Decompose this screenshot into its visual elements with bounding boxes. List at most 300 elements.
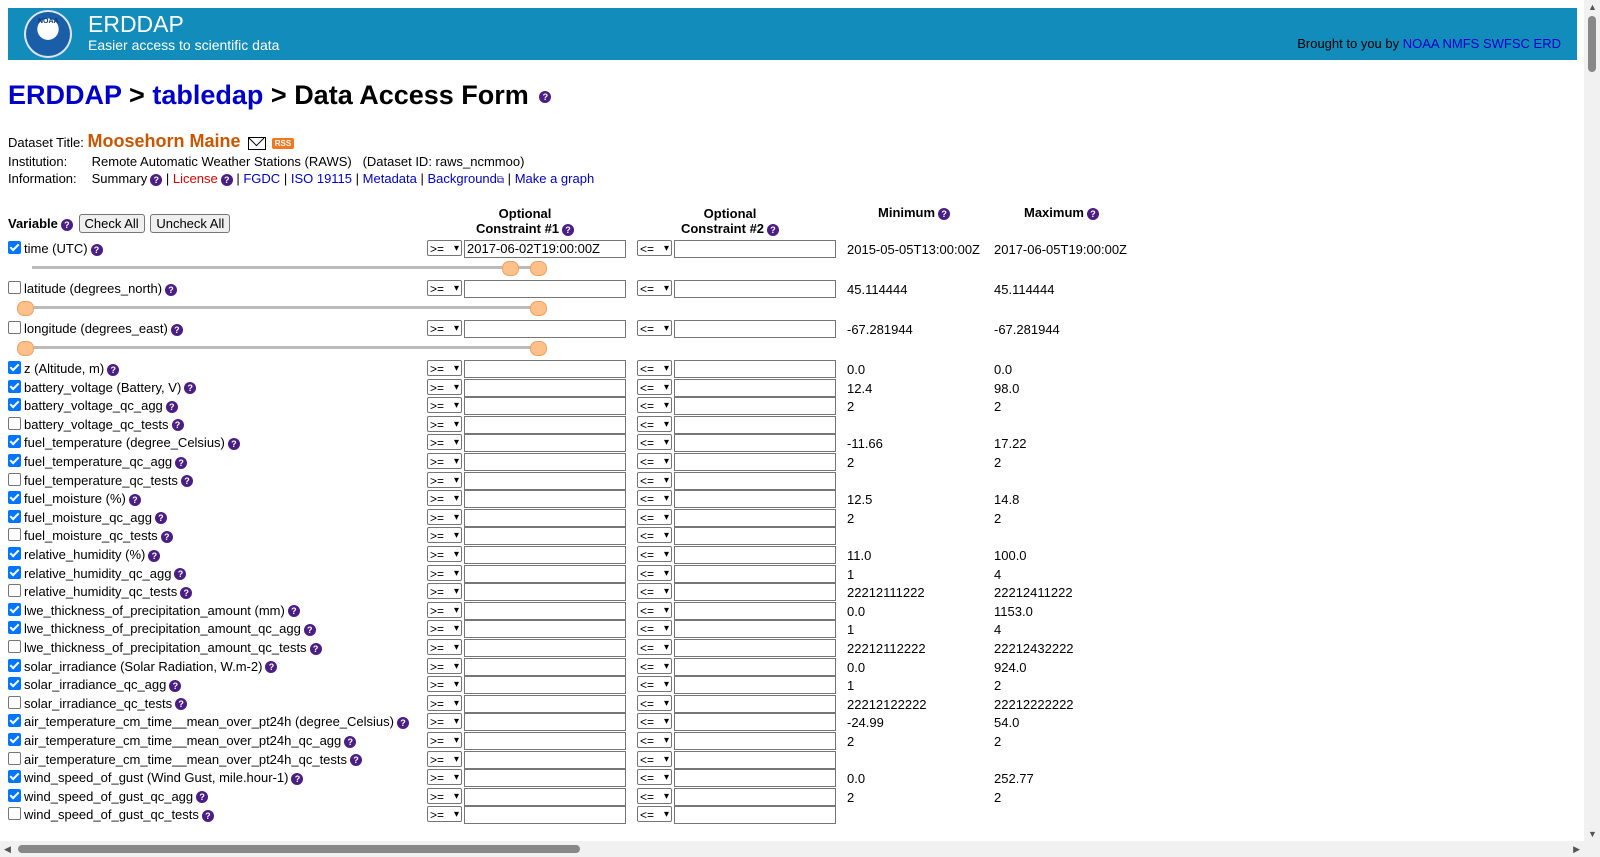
constraint1-input[interactable] [464,453,626,471]
help-icon[interactable]: ? [288,605,300,617]
help-icon[interactable]: ? [397,717,409,729]
help-icon[interactable]: ? [221,174,233,186]
help-icon[interactable]: ? [107,364,119,376]
variable-maximum: -67.281944 [994,322,1060,337]
variable-minimum: 2 [847,510,855,526]
variable-maximum: 17.22 [994,436,1027,452]
constraint1-label: Constraint #1 [475,221,560,236]
constraint1-input[interactable] [464,397,626,415]
help-icon[interactable]: ? [344,736,356,748]
constraint2-input[interactable] [674,280,836,298]
help-icon[interactable]: ? [202,810,214,822]
variable-name [24,321,183,336]
scroll-left-arrow-icon[interactable]: ◀ [4,844,11,854]
institution-label: Institution: [8,154,68,169]
minimum-label: Minimum [878,205,936,220]
help-icon[interactable]: ? [767,224,779,236]
constraint2-operator-select[interactable]: <= ▾ [637,240,672,256]
constraint1-input[interactable] [464,280,626,298]
constraint2-operator-select[interactable]: <= ▾ [637,546,672,562]
constraint1-input[interactable] [464,639,626,657]
link-noaa[interactable]: NOAA [1402,36,1439,51]
constraint2-input[interactable] [674,713,836,731]
help-icon[interactable]: ? [350,754,362,766]
variable-maximum: 2017-06-05T19:00:00Z [994,242,1127,257]
help-icon[interactable]: ? [1087,208,1099,220]
pipe: | [420,171,424,186]
constraint2-input[interactable] [674,732,836,750]
variable-name [24,417,184,432]
variable-checkbox[interactable] [8,473,21,486]
constraint1-operator-select[interactable]: >= ▾ [427,509,462,525]
pipe: | [355,171,360,186]
variable-name [24,807,214,822]
variable-name [24,281,177,296]
variable-minimum: 22212122222 [847,696,927,712]
variable-name [24,752,362,767]
variable-row [0,472,1600,491]
constraint1-operator-select[interactable]: >= ▾ [427,472,462,488]
constraint2-input[interactable] [674,806,836,824]
variable-checkbox[interactable] [8,417,21,430]
constraint1-input[interactable] [464,434,626,452]
constraint1-operator-select[interactable]: >= ▾ [427,769,462,785]
constraint2-input[interactable] [674,320,836,338]
constraint1-input[interactable] [464,788,626,806]
constraint1-operator-select[interactable]: >= ▾ [427,434,462,450]
slider-high-handle[interactable] [530,341,547,356]
variable-maximum: 924.0 [994,659,1027,675]
constraint1-input[interactable] [464,676,626,694]
constraint1-input[interactable] [464,416,626,434]
constraint1-input[interactable] [464,713,626,731]
variable-minimum: 0.0 [847,362,866,377]
variable-name [24,621,316,636]
variable-row [0,713,1600,732]
constraint1-input[interactable] [464,472,626,490]
info-metadata-link[interactable]: Metadata [362,171,417,186]
variable-maximum: 2 [994,399,1002,415]
variable-checkbox[interactable] [8,566,21,579]
help-icon[interactable]: ? [174,568,186,580]
info-license-link[interactable]: License [172,171,218,186]
variable-row [0,434,1600,453]
help-icon[interactable]: ? [265,661,277,673]
variable-minimum: 12.4 [847,380,873,396]
link-nmfs[interactable]: NMFS [1442,36,1480,51]
variable-name-text: relative_humidity_qc_agg [24,565,172,581]
variable-row [0,695,1600,714]
constraint2-input[interactable] [674,509,836,527]
variable-minimum: 11.0 [847,548,872,563]
help-icon[interactable]: ? [150,174,162,186]
variable-name [24,696,187,711]
variable-checkbox[interactable] [8,454,21,467]
slider-track [32,266,537,269]
help-icon[interactable]: ? [129,494,141,506]
constraint2-input[interactable] [674,583,836,601]
slider-high-handle[interactable] [530,261,547,276]
variable-checkbox[interactable] [8,241,21,254]
variable-maximum: 22212411222 [994,585,1073,601]
variable-checkbox[interactable] [8,510,21,523]
variable-maximum: 2 [994,510,1002,526]
variable-checkbox[interactable] [8,398,21,411]
variable-name [24,770,303,785]
variable-checkbox[interactable] [8,752,21,765]
constraint2-operator-select[interactable]: <= ▾ [637,490,672,506]
help-icon[interactable]: ? [175,698,187,710]
help-icon[interactable]: ? [304,624,316,636]
constraint2-input[interactable] [674,658,836,676]
brought-prefix: Brought to you by [1297,36,1400,51]
variable-checkbox[interactable] [8,733,21,746]
pipe: | [236,171,240,186]
constraint1-input[interactable] [464,658,626,676]
scroll-right-arrow-icon[interactable]: ▶ [1573,844,1580,854]
variable-checkbox[interactable] [8,714,21,727]
help-icon[interactable]: ? [161,531,173,543]
breadcrumb-erddap[interactable]: ERDDAP [8,80,122,110]
help-icon[interactable]: ? [61,219,73,231]
help-icon[interactable]: ? [91,244,103,256]
constraint2-operator-select[interactable]: <= ▾ [637,453,672,469]
variable-minimum: -24.99 [847,715,884,731]
constraint1-operator-select[interactable]: >= ▾ [427,527,462,543]
variable-checkbox[interactable] [8,281,21,294]
variable-minimum: 2 [847,789,855,805]
info-iso-link[interactable]: ISO 19115 [290,171,353,186]
constraint2-input[interactable] [674,620,836,638]
constraint2-input[interactable] [674,546,836,564]
constraint2-operator-select[interactable]: <= ▾ [637,676,672,692]
information-label: Information: [8,171,77,186]
constraint1-operator-select[interactable]: >= ▾ [427,453,462,469]
constraint1-operator-select[interactable]: >= ▾ [427,639,462,655]
vertical-scrollbar[interactable] [1584,0,1600,857]
optional2-label: Optional [703,206,757,221]
variable-row [0,639,1600,658]
constraint1-operator-select[interactable]: >= ▾ [427,806,462,822]
variable-minimum: -11.66 [847,436,883,452]
slider-track [32,346,537,349]
variable-minimum: 0.0 [847,603,866,619]
slider-low-handle[interactable] [17,301,34,316]
constraint2-input[interactable] [674,602,836,620]
constraint2-operator-select[interactable]: <= ▾ [637,379,672,395]
variable-row [0,379,1600,398]
constraint1-operator-select[interactable]: >= ▾ [427,416,462,432]
constraint1-operator-select[interactable]: >= ▾ [427,583,462,599]
constraint2-input[interactable] [674,453,836,471]
institution-value: Remote Automatic Weather Stations (RAWS) [91,154,352,169]
constraint2-input[interactable] [674,240,836,258]
variable-checkbox[interactable] [8,491,21,504]
variable-maximum: 4 [994,566,1002,582]
variable-name-text: wind_speed_of_gust (Wind Gust, mile.hour-1) [24,770,289,786]
constraint2-operator-select[interactable]: <= ▾ [637,620,672,636]
variable-name-text: fuel_moisture (%) [24,491,126,507]
constraint1-operator-select[interactable]: >= ▾ [427,397,462,413]
variable-maximum: 2 [994,455,1002,470]
help-icon[interactable]: ? [196,791,208,803]
constraint2-operator-select[interactable]: <= ▾ [637,416,672,432]
variable-row [0,565,1600,584]
constraint1-operator-select[interactable]: >= ▾ [427,658,462,674]
constraint1-operator-select[interactable]: >= ▾ [427,546,462,562]
variable-name-text: wind_speed_of_gust_qc_tests [24,807,199,823]
variable-checkbox[interactable] [8,435,21,448]
uncheck-all-button[interactable]: Uncheck All [150,214,230,233]
constraint1-operator-select[interactable]: >= ▾ [427,280,462,296]
constraint1-operator-select[interactable]: >= ▾ [427,490,462,506]
variable-checkbox[interactable] [8,528,21,541]
constraint2-operator-select[interactable]: <= ▾ [637,695,672,711]
constraint1-operator-select[interactable]: >= ▾ [427,676,462,692]
constraint1-operator-select[interactable]: >= ▾ [427,620,462,636]
constraint1-input[interactable] [464,360,626,378]
constraint2-input[interactable] [674,379,836,397]
vertical-scroll-thumb[interactable] [1588,16,1596,72]
constraint2-operator-select[interactable]: <= ▾ [637,751,672,767]
help-icon[interactable]: ? [172,419,184,431]
constraint2-input[interactable] [674,434,836,452]
variable-maximum: 22212222222 [994,696,1074,712]
link-swfsc[interactable]: SWFSC [1482,36,1530,51]
constraint2-input[interactable] [674,639,836,657]
variable-checkbox[interactable] [8,380,21,393]
variable-checkbox[interactable] [8,770,21,783]
help-icon[interactable]: ? [166,401,178,413]
variable-checkbox[interactable] [8,603,21,616]
variable-minimum: 1 [847,566,855,582]
constraint2-operator-select[interactable]: <= ▾ [637,434,672,450]
constraint1-operator-select[interactable]: >= ▾ [427,751,462,767]
variable-maximum: 54.0 [994,715,1020,731]
constraint2-operator-select[interactable]: <= ▾ [637,788,672,804]
constraint2-operator-select[interactable]: <= ▾ [637,732,672,748]
variable-name [24,398,178,413]
constraint2-operator-select[interactable]: <= ▾ [637,806,672,822]
constraint1-input[interactable] [464,490,626,508]
constraint1-input[interactable] [464,527,626,545]
constraint1-input[interactable] [464,602,626,620]
variable-name [24,491,141,506]
maximum-label: Maximum [1024,205,1084,220]
constraint2-operator-select[interactable]: <= ▾ [637,527,672,543]
variable-name [24,547,160,562]
constraint2-input[interactable] [674,416,836,434]
variable-name [24,510,167,525]
constraint2-input[interactable] [674,472,836,490]
constraint1-input[interactable] [464,509,626,527]
variable-row [0,360,1600,379]
help-icon[interactable]: ? [169,680,181,692]
constraint2-operator-select[interactable]: <= ▾ [637,583,672,599]
variable-checkbox[interactable] [8,640,21,653]
constraint1-input[interactable] [464,695,626,713]
variable-name-text: battery_voltage_qc_agg [24,398,163,414]
constraint2-operator-select[interactable]: <= ▾ [637,280,672,296]
help-icon[interactable]: ? [539,91,551,103]
constraint1-operator-select[interactable]: >= ▾ [427,360,462,376]
constraint1-input[interactable] [464,320,626,338]
variable-checkbox[interactable] [8,677,21,690]
variable-minimum: 22212111222 [847,585,925,601]
variable-row [0,732,1600,751]
check-all-button[interactable]: Check All [79,214,145,233]
variable-name-text: battery_voltage (Battery, V) [24,379,182,395]
external-link-icon: ⧉ [496,175,505,186]
variable-checkbox[interactable] [8,696,21,709]
help-icon[interactable]: ? [562,224,574,236]
range-slider[interactable] [0,298,1600,317]
variable-name-text: fuel_moisture_qc_agg [24,509,152,525]
constraint2-input[interactable] [674,565,836,583]
variable-row [0,416,1600,435]
variable-maximum: 252.77 [994,771,1034,787]
variable-name [24,528,173,543]
variable-minimum: 0.0 [847,659,866,675]
variable-minimum: 1 [847,678,855,694]
help-icon[interactable]: ? [181,475,193,487]
variable-row [0,240,1600,259]
link-erd[interactable]: ERD [1533,36,1561,51]
help-icon[interactable]: ? [155,512,167,524]
constraint2-operator-select[interactable]: <= ▾ [637,658,672,674]
slider-high-handle[interactable] [530,301,547,316]
variable-name [24,241,103,256]
constraint2-input[interactable] [674,527,836,545]
variable-minimum: 2 [847,455,855,470]
variable-checkbox[interactable] [8,547,21,560]
variable-checkbox[interactable] [8,621,21,634]
help-icon[interactable]: ? [175,457,187,469]
make-graph-link[interactable]: Make a graph [514,171,595,186]
constraint1-operator-select[interactable]: >= ▾ [427,565,462,581]
variable-name-text: battery_voltage_qc_tests [24,416,169,432]
constraint2-input[interactable] [674,751,836,769]
constraint2-operator-select[interactable]: <= ▾ [637,639,672,655]
constraint1-input[interactable] [464,583,626,601]
variable-name-text: fuel_temperature_qc_agg [24,454,173,469]
constraint1-operator-select[interactable]: >= ▾ [427,602,462,618]
constraint1-operator-select[interactable]: >= ▾ [427,732,462,748]
breadcrumb-tabledap[interactable]: tabledap [152,80,264,110]
variable-checkbox[interactable] [8,361,21,374]
constraint1-operator-select[interactable]: >= ▾ [427,695,462,711]
variable-maximum: 2 [994,678,1002,694]
variable-name [24,640,322,655]
constraint2-input[interactable] [674,769,836,787]
variable-checkbox[interactable] [8,584,21,597]
slider-low-handle[interactable] [17,341,34,356]
variable-name-text: relative_humidity_qc_tests [24,584,178,600]
variable-minimum: 0.0 [847,771,866,787]
constraint2-operator-select[interactable]: <= ▾ [637,769,672,785]
constraint1-input[interactable] [464,732,626,750]
constraint1-input[interactable] [464,751,626,769]
constraint2-operator-select[interactable]: <= ▾ [637,713,672,729]
help-icon[interactable]: ? [165,284,177,296]
constraint2-operator-select[interactable]: <= ▾ [637,320,672,336]
variable-row [0,676,1600,695]
constraint1-input[interactable] [464,620,626,638]
scroll-up-arrow-icon[interactable]: ▲ [1588,2,1597,12]
variable-name [24,659,277,674]
constraint1-operator-select[interactable]: >= ▾ [427,713,462,729]
variable-maximum: 2 [994,789,1002,805]
help-icon[interactable]: ? [171,324,183,336]
help-icon[interactable]: ? [291,773,303,785]
variable-name-text: air_temperature_cm_time__mean_over_pt24h_qc_agg [24,733,342,748]
variable-row [0,620,1600,639]
constraint2-input[interactable] [674,490,836,508]
constraint1-input[interactable]: 2017-06-02T19:00:00Z [464,240,626,258]
variable-checkbox[interactable] [8,659,21,672]
constraint2-input[interactable] [674,360,836,378]
variable-checkbox[interactable] [8,789,21,802]
constraint1-operator-select[interactable]: >= ▾ [427,379,462,395]
variable-row [0,320,1600,339]
constraint2-label: Constraint #2 [680,221,765,236]
variable-checkbox[interactable] [8,321,21,334]
help-icon[interactable]: ? [184,382,196,394]
horizontal-scroll-thumb[interactable] [18,845,580,853]
constraint2-operator-select[interactable]: <= ▾ [637,602,672,618]
constraint1-operator-select[interactable]: >= ▾ [427,788,462,804]
variable-name [24,454,187,469]
constraint1-operator-select[interactable]: >= ▾ [427,240,462,256]
help-icon[interactable]: ? [310,643,322,655]
constraint2-input[interactable] [674,676,836,694]
constraint2-operator-select[interactable]: <= ▾ [637,565,672,581]
rss-icon[interactable]: RSS [272,138,294,149]
variable-name-text: longitude (degrees_east) [24,321,168,336]
constraint1-input[interactable] [464,769,626,787]
range-slider[interactable] [0,258,1600,277]
info-fgdc-link[interactable]: FGDC [243,171,281,186]
horizontal-scrollbar[interactable] [0,841,1584,857]
variable-row [0,546,1600,565]
slider-low-handle[interactable] [502,261,519,276]
constraint2-operator-select[interactable]: <= ▾ [637,509,672,525]
help-icon[interactable]: ? [180,587,192,599]
constraint2-operator-select[interactable]: <= ▾ [637,397,672,413]
help-icon[interactable]: ? [148,550,160,562]
variable-checkbox[interactable] [8,807,21,820]
variable-row [0,602,1600,621]
variable-minimum: 22212112222 [847,641,926,656]
constraint2-operator-select[interactable]: <= ▾ [637,472,672,488]
constraint1-input[interactable] [464,806,626,824]
constraint2-operator-select[interactable]: <= ▾ [637,360,672,376]
constraint1-input[interactable] [464,565,626,583]
info-background-link[interactable]: Background [427,171,497,186]
constraint2-input[interactable] [674,695,836,713]
constraint2-input[interactable] [674,397,836,415]
constraint2-input[interactable] [674,788,836,806]
range-slider[interactable] [0,338,1600,357]
constraint1-input[interactable] [464,379,626,397]
help-icon[interactable]: ? [228,438,240,450]
constraint1-input[interactable] [464,546,626,564]
help-icon[interactable]: ? [938,208,950,220]
scroll-down-arrow-icon[interactable]: ▼ [1588,829,1597,839]
variable-name-text: fuel_moisture_qc_tests [24,528,158,544]
variable-label: Variable [8,216,58,231]
constraint1-operator-select[interactable]: >= ▾ [427,320,462,336]
